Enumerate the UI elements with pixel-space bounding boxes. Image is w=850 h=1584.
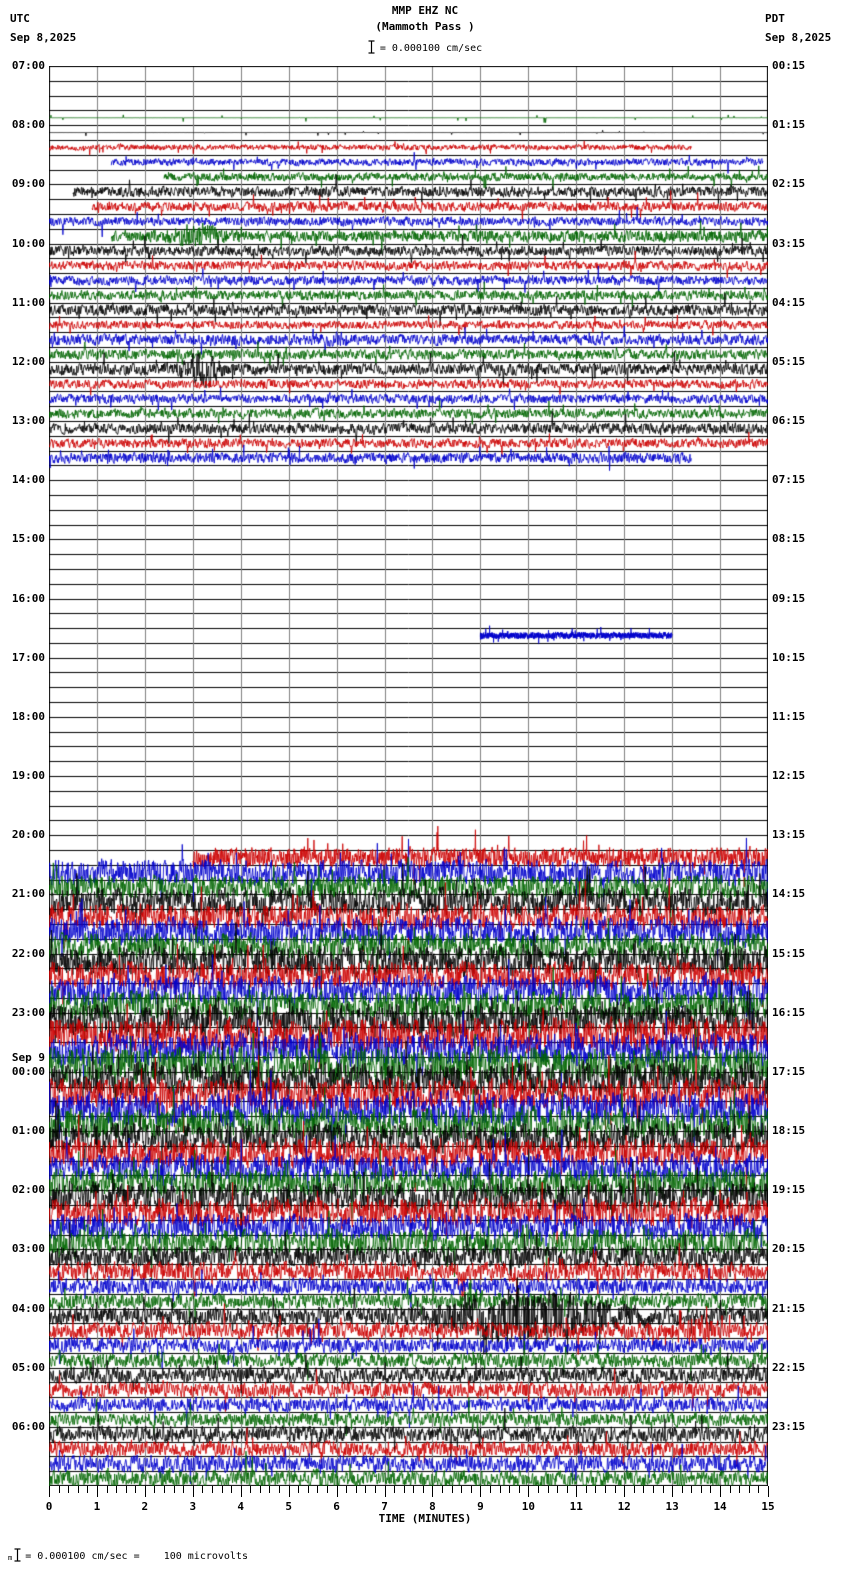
- utc-time-label: 13:00: [11, 414, 45, 427]
- pdt-time-label: 12:15: [772, 769, 806, 782]
- x-tick-minor: [471, 1486, 472, 1493]
- x-tick-minor: [279, 1486, 280, 1493]
- x-tick-minor: [126, 1486, 127, 1493]
- pdt-date-label: Sep 8,2025: [765, 31, 832, 44]
- pdt-time-label: 04:15: [772, 295, 806, 309]
- utc-time-label: 10:00: [11, 236, 45, 250]
- x-tick-label: 15: [761, 1500, 775, 1513]
- pdt-time-label: 14:15: [772, 887, 806, 901]
- pdt-time-label: 16:15: [772, 1005, 806, 1019]
- utc-timezone-label: UTC: [10, 12, 30, 25]
- pdt-time-label: 21:15: [772, 1301, 806, 1315]
- x-tick-minor: [519, 1486, 520, 1493]
- pdt-time-label: 20:15: [772, 1242, 806, 1256]
- utc-time-label: 16:00: [11, 591, 45, 605]
- utc-time-label: 07:00: [11, 59, 45, 72]
- x-tick-major: [145, 1486, 146, 1497]
- x-tick-minor: [739, 1486, 740, 1493]
- scale-reference: [0, 40, 850, 57]
- utc-time-label: 19:00: [11, 769, 45, 782]
- utc-time-label: 22:00: [11, 946, 45, 960]
- x-tick-major: [672, 1486, 673, 1497]
- x-tick-major: [480, 1486, 481, 1497]
- seismic-traces: [49, 66, 768, 1486]
- utc-time-label: 17:00: [11, 650, 45, 664]
- x-tick-minor: [107, 1486, 108, 1493]
- x-tick-major: [624, 1486, 625, 1497]
- x-tick-minor: [509, 1486, 510, 1493]
- x-tick-label: 9: [477, 1500, 484, 1513]
- utc-time-label: 04:00: [11, 1301, 45, 1315]
- x-tick-minor: [586, 1486, 587, 1493]
- x-tick-minor: [317, 1486, 318, 1493]
- station-title: MMP EHZ NC: [391, 4, 459, 17]
- x-tick-minor: [567, 1486, 568, 1493]
- pdt-time-label: 00:15: [772, 59, 806, 72]
- utc-time-label: 18:00: [11, 709, 45, 723]
- x-tick-minor: [548, 1486, 549, 1493]
- utc-time-label: 23:00: [11, 1005, 45, 1019]
- utc-time-label: 00:00: [11, 1064, 45, 1078]
- x-tick-minor: [461, 1486, 462, 1493]
- x-tick-major: [193, 1486, 194, 1497]
- x-tick-major: [768, 1486, 769, 1497]
- x-tick-minor: [164, 1486, 165, 1493]
- x-tick-label: 8: [429, 1500, 436, 1513]
- x-tick-minor: [116, 1486, 117, 1493]
- x-tick-minor: [557, 1486, 558, 1493]
- utc-time-label: 11:00: [11, 295, 45, 309]
- x-tick-label: 3: [189, 1500, 197, 1513]
- utc-time-label: 06:00: [11, 1419, 45, 1433]
- x-tick-minor: [749, 1486, 750, 1493]
- pdt-time-label: 03:15: [772, 236, 806, 250]
- x-tick-minor: [356, 1486, 357, 1493]
- footer-prefix: m: [8, 1554, 13, 1562]
- helicorder-plot[interactable]: [49, 66, 768, 1486]
- x-tick-minor: [595, 1486, 596, 1493]
- pdt-time-label: 19:15: [772, 1183, 806, 1197]
- x-tick-minor: [269, 1486, 270, 1493]
- x-tick-major: [528, 1486, 529, 1497]
- x-tick-minor: [222, 1486, 223, 1493]
- utc-time-label: 08:00: [11, 118, 45, 132]
- x-tick-label: 7: [381, 1500, 388, 1513]
- pdt-time-label: 07:15: [772, 473, 806, 487]
- left-time-axis: [0, 0, 45, 1584]
- pdt-time-label: 13:15: [772, 828, 806, 842]
- utc-time-label: 14:00: [11, 473, 45, 487]
- x-tick-minor: [615, 1486, 616, 1493]
- x-tick-minor: [59, 1486, 60, 1493]
- utc-time-label: 01:00: [11, 1124, 45, 1137]
- pdt-time-label: 18:15: [772, 1124, 806, 1137]
- pdt-time-label: 05:15: [772, 354, 806, 368]
- day-change-label: Sep 9: [11, 1050, 45, 1064]
- utc-time-label: 03:00: [11, 1242, 45, 1256]
- x-tick-minor: [682, 1486, 683, 1493]
- x-tick-minor: [653, 1486, 654, 1493]
- x-tick-label: 1: [93, 1500, 101, 1513]
- x-tick-major: [720, 1486, 721, 1497]
- x-tick-minor: [202, 1486, 203, 1493]
- x-tick-minor: [634, 1486, 635, 1493]
- footer-text: = 0.000100 cm/sec = 100 microvolts: [25, 1551, 248, 1562]
- x-tick-minor: [308, 1486, 309, 1493]
- x-tick-minor: [365, 1486, 366, 1493]
- x-tick-major: [432, 1486, 433, 1497]
- x-tick-minor: [327, 1486, 328, 1493]
- x-tick-label: 0: [45, 1500, 53, 1513]
- x-tick-minor: [691, 1486, 692, 1493]
- station-subtitle: (Mammoth Pass ): [375, 20, 475, 33]
- pdt-time-label: 22:15: [772, 1360, 806, 1374]
- x-tick-label: 14: [713, 1500, 727, 1513]
- pdt-time-label: 17:15: [772, 1064, 806, 1078]
- utc-time-label: 21:00: [11, 887, 45, 901]
- scale-note-text: = 0.000100 cm/sec: [379, 43, 483, 54]
- x-tick-minor: [212, 1486, 213, 1493]
- pdt-time-label: 23:15: [772, 1419, 806, 1433]
- x-tick-major: [49, 1486, 50, 1497]
- x-tick-label: 12: [617, 1500, 631, 1513]
- x-tick-minor: [183, 1486, 184, 1493]
- x-tick-minor: [442, 1486, 443, 1493]
- x-tick-label: 4: [237, 1500, 245, 1513]
- x-tick-minor: [500, 1486, 501, 1493]
- x-tick-minor: [154, 1486, 155, 1493]
- scale-bar-icon: [368, 40, 375, 57]
- x-tick-label: 5: [285, 1500, 292, 1513]
- pdt-time-label: 01:15: [772, 118, 806, 132]
- x-tick-minor: [135, 1486, 136, 1493]
- pdt-time-label: 11:15: [772, 709, 806, 723]
- x-tick-minor: [643, 1486, 644, 1493]
- utc-time-label: 02:00: [11, 1183, 45, 1197]
- utc-time-label: 15:00: [11, 532, 45, 546]
- x-tick-minor: [87, 1486, 88, 1493]
- x-tick-major: [576, 1486, 577, 1497]
- pdt-time-label: 02:15: [772, 177, 806, 191]
- x-tick-minor: [423, 1486, 424, 1493]
- x-tick-major: [97, 1486, 98, 1497]
- x-tick-minor: [174, 1486, 175, 1493]
- x-tick-minor: [701, 1486, 702, 1493]
- x-tick-major: [241, 1486, 242, 1497]
- x-tick-minor: [730, 1486, 731, 1493]
- x-tick-minor: [404, 1486, 405, 1493]
- x-axis-title: TIME (MINUTES): [378, 1512, 472, 1525]
- x-tick-major: [385, 1486, 386, 1497]
- utc-time-label: 09:00: [11, 177, 45, 191]
- x-tick-minor: [394, 1486, 395, 1493]
- x-tick-minor: [231, 1486, 232, 1493]
- pdt-time-label: 06:15: [772, 414, 806, 427]
- utc-time-label: 12:00: [11, 354, 45, 368]
- pdt-time-label: 10:15: [772, 650, 806, 664]
- x-tick-minor: [346, 1486, 347, 1493]
- x-tick-minor: [605, 1486, 606, 1493]
- right-time-axis: [772, 0, 850, 1584]
- utc-time-label: 20:00: [11, 828, 45, 842]
- utc-date-label: Sep 8,2025: [10, 31, 77, 44]
- footer-scale-note: [8, 1548, 248, 1565]
- x-tick-minor: [298, 1486, 299, 1493]
- x-tick-minor: [260, 1486, 261, 1493]
- x-tick-label: 2: [141, 1500, 149, 1513]
- x-tick-minor: [68, 1486, 69, 1493]
- x-tick-minor: [538, 1486, 539, 1493]
- x-tick-minor: [375, 1486, 376, 1493]
- x-tick-minor: [663, 1486, 664, 1493]
- x-tick-major: [289, 1486, 290, 1497]
- x-tick-minor: [452, 1486, 453, 1493]
- x-tick-minor: [710, 1486, 711, 1493]
- x-tick-minor: [490, 1486, 491, 1493]
- pdt-time-label: 09:15: [772, 591, 806, 605]
- x-tick-label: 11: [569, 1500, 583, 1513]
- utc-time-label: 05:00: [11, 1360, 45, 1374]
- x-tick-label: 13: [665, 1500, 679, 1513]
- x-tick-minor: [250, 1486, 251, 1493]
- x-tick-label: 10: [521, 1500, 535, 1513]
- x-tick-minor: [413, 1486, 414, 1493]
- pdt-time-label: 08:15: [772, 532, 806, 546]
- x-tick-minor: [758, 1486, 759, 1493]
- footer-scale-bar-icon: [14, 1548, 21, 1565]
- x-tick-label: 6: [333, 1500, 340, 1513]
- pdt-timezone-label: PDT: [765, 12, 785, 25]
- pdt-time-label: 15:15: [772, 946, 806, 960]
- x-tick-major: [337, 1486, 338, 1497]
- x-tick-minor: [78, 1486, 79, 1493]
